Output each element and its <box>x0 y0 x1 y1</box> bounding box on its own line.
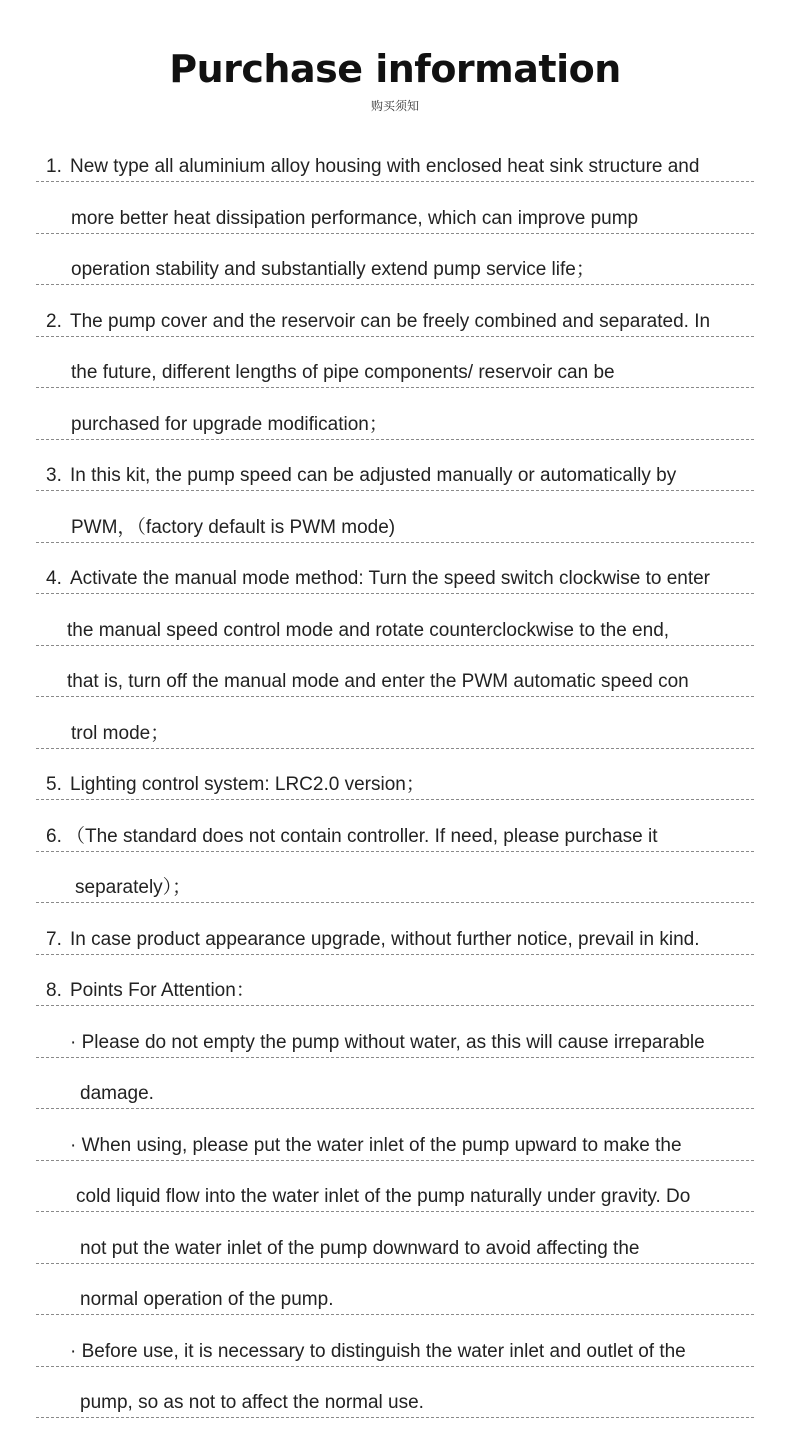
note-text: The pump cover and the reservoir can be freely combined and separated. In <box>70 310 711 332</box>
note-line <box>36 388 754 440</box>
note-text: not put the water inlet of the pump downward to avoid affecting the <box>80 1237 640 1259</box>
note-line <box>36 800 754 852</box>
note-text: trol mode； <box>71 722 170 744</box>
note-line <box>36 1315 754 1367</box>
note-text: Points For Attention： <box>70 980 255 1001</box>
note-text: the future, different lengths of pipe components/ reservoir can be <box>71 362 615 383</box>
note-number: 8. <box>46 980 62 1001</box>
note-number: 1. <box>46 156 62 177</box>
note-text: damage. <box>80 1083 154 1104</box>
note-text: In case product appearance upgrade, without further notice, prevail in kind. <box>70 928 700 950</box>
note-number: 4. <box>46 568 62 589</box>
note-line <box>36 903 754 955</box>
note-line <box>36 1006 754 1058</box>
note-text: · Before use, it is necessary to distinguish the water inlet and outlet of the <box>70 1340 686 1362</box>
note-line <box>36 182 754 234</box>
note-text: that is, turn off the manual mode and enter the PWM automatic speed con <box>67 671 689 692</box>
note-text: PWM，（factory default is PWM mode) <box>71 516 396 538</box>
note-line <box>36 645 754 697</box>
note-line <box>36 1109 754 1161</box>
note-text: operation stability and substantially extend pump service life； <box>71 259 595 280</box>
note-line <box>36 542 754 594</box>
note-line <box>36 1160 754 1212</box>
note-number: 5. <box>46 774 62 795</box>
note-line <box>36 697 754 749</box>
note-text: · When using, please put the water inlet of the pump upward to make the <box>70 1134 682 1156</box>
note-text: pump, so as not to affect the normal use. <box>80 1392 424 1413</box>
note-number: 2. <box>46 310 62 332</box>
page-subtitle: 购买须知 <box>370 99 419 113</box>
note-text: more better heat dissipation performance, which can improve pump <box>71 207 639 229</box>
note-line <box>36 594 754 646</box>
note-line <box>36 130 754 182</box>
note-line <box>36 285 754 337</box>
note-line <box>36 954 754 1006</box>
note-text: purchased for upgrade modification； <box>71 413 388 435</box>
note-text: （The standard does not contain controller. If need, please purchase it <box>66 825 658 847</box>
note-line <box>36 233 754 285</box>
note-number: 3. <box>46 465 62 486</box>
note-line <box>36 1212 754 1264</box>
note-text: New type all aluminium alloy housing with enclosed heat sink structure and <box>70 156 700 177</box>
note-line <box>36 1366 754 1418</box>
note-line <box>36 748 754 800</box>
note-text: Lighting control system: LRC2.0 version； <box>70 774 425 795</box>
note-line <box>36 491 754 543</box>
note-text: cold liquid flow into the water inlet of the pump naturally under gravity. Do <box>76 1186 691 1207</box>
note-text: · Please do not empty the pump without water, as this will cause irreparable <box>70 1031 705 1053</box>
note-text: normal operation of the pump. <box>80 1289 334 1310</box>
page-title: Purchase information <box>169 47 621 91</box>
note-text: the manual speed control mode and rotate counterclockwise to the end, <box>67 619 670 641</box>
note-line <box>36 1057 754 1109</box>
note-line <box>36 336 754 388</box>
note-text: In this kit, the pump speed can be adjusted manually or automatically by <box>70 465 677 486</box>
note-text: Activate the manual mode method: Turn the speed switch clockwise to enter <box>70 568 710 589</box>
note-text: separately）； <box>75 877 192 898</box>
note-line <box>36 851 754 903</box>
note-number: 6. <box>46 825 62 847</box>
note-line <box>36 439 754 491</box>
note-number: 7. <box>46 928 62 950</box>
note-line <box>36 1263 754 1315</box>
